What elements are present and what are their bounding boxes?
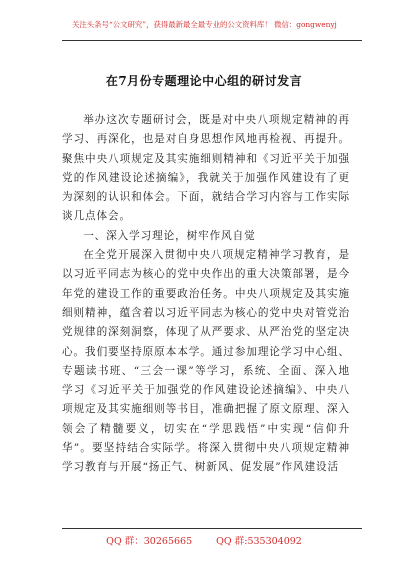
document-body: [62, 111, 350, 478]
footer-contact: [0, 533, 408, 547]
section-1-heading: 一、深入学习理论，树牢作风自觉: [83, 229, 256, 242]
footer-rule: [62, 528, 362, 529]
document-title: 在7月份专题理论中心组的研讨发言: [105, 74, 303, 88]
header-rule: [62, 40, 362, 41]
intro-paragraph: 举办这次专题研讨会，既是对中央八项规定精神的再学习、再深化，也是对自身思想作风地再检视、再提升。聚焦中央八项规定及其实施细则精神和《习近平关于加强党的作风建设论述摘编》，我就关于加强作风建设有了更为深刻的认识和体会。下面，就结合学习内容与工作实际谈几点体会。: [62, 114, 350, 223]
qq-group-label-2: QQ 群:: [216, 536, 248, 547]
qq-group-number-2: 535304092: [247, 536, 302, 547]
section-1-paragraph: 在全党开展深入贯彻中央八项规定精神学习教育，是以习近平同志为核心的党中央作出的重大决策部署，是今年党的建设工作的重要政治任务。中央八项规定及其实施细则精神，蕴含着以习近平同志为核心的党中央对管党治党规律的深刻洞察，体现了从严要求、从严治党的坚定决心。我们要坚持原原本本学。通过参加理论学习中心组、专题读书班、“三会一课”等学习，系统、全面、深入地学习《习近平关于加强党的作风建设论述摘编》、中央八项规定及其实施细则等书目，准确把握了原文原理、深入领会了精髓要义，切实在“学思践悟”中实现“信仰升华”。要坚持结合实际学。将深入贯彻中央八项规定精神学习教育与开展“扬正气、树新风、促发展”作风建设活: [62, 249, 350, 474]
header-banner: 关注头条号“公文研究”，获得最新最全最专业的公文资料库！ 微信：gongwenyj: [72, 20, 337, 29]
qq-group-label-1: QQ 群：: [106, 536, 144, 547]
qq-group-number-1: 30265665: [143, 536, 193, 547]
